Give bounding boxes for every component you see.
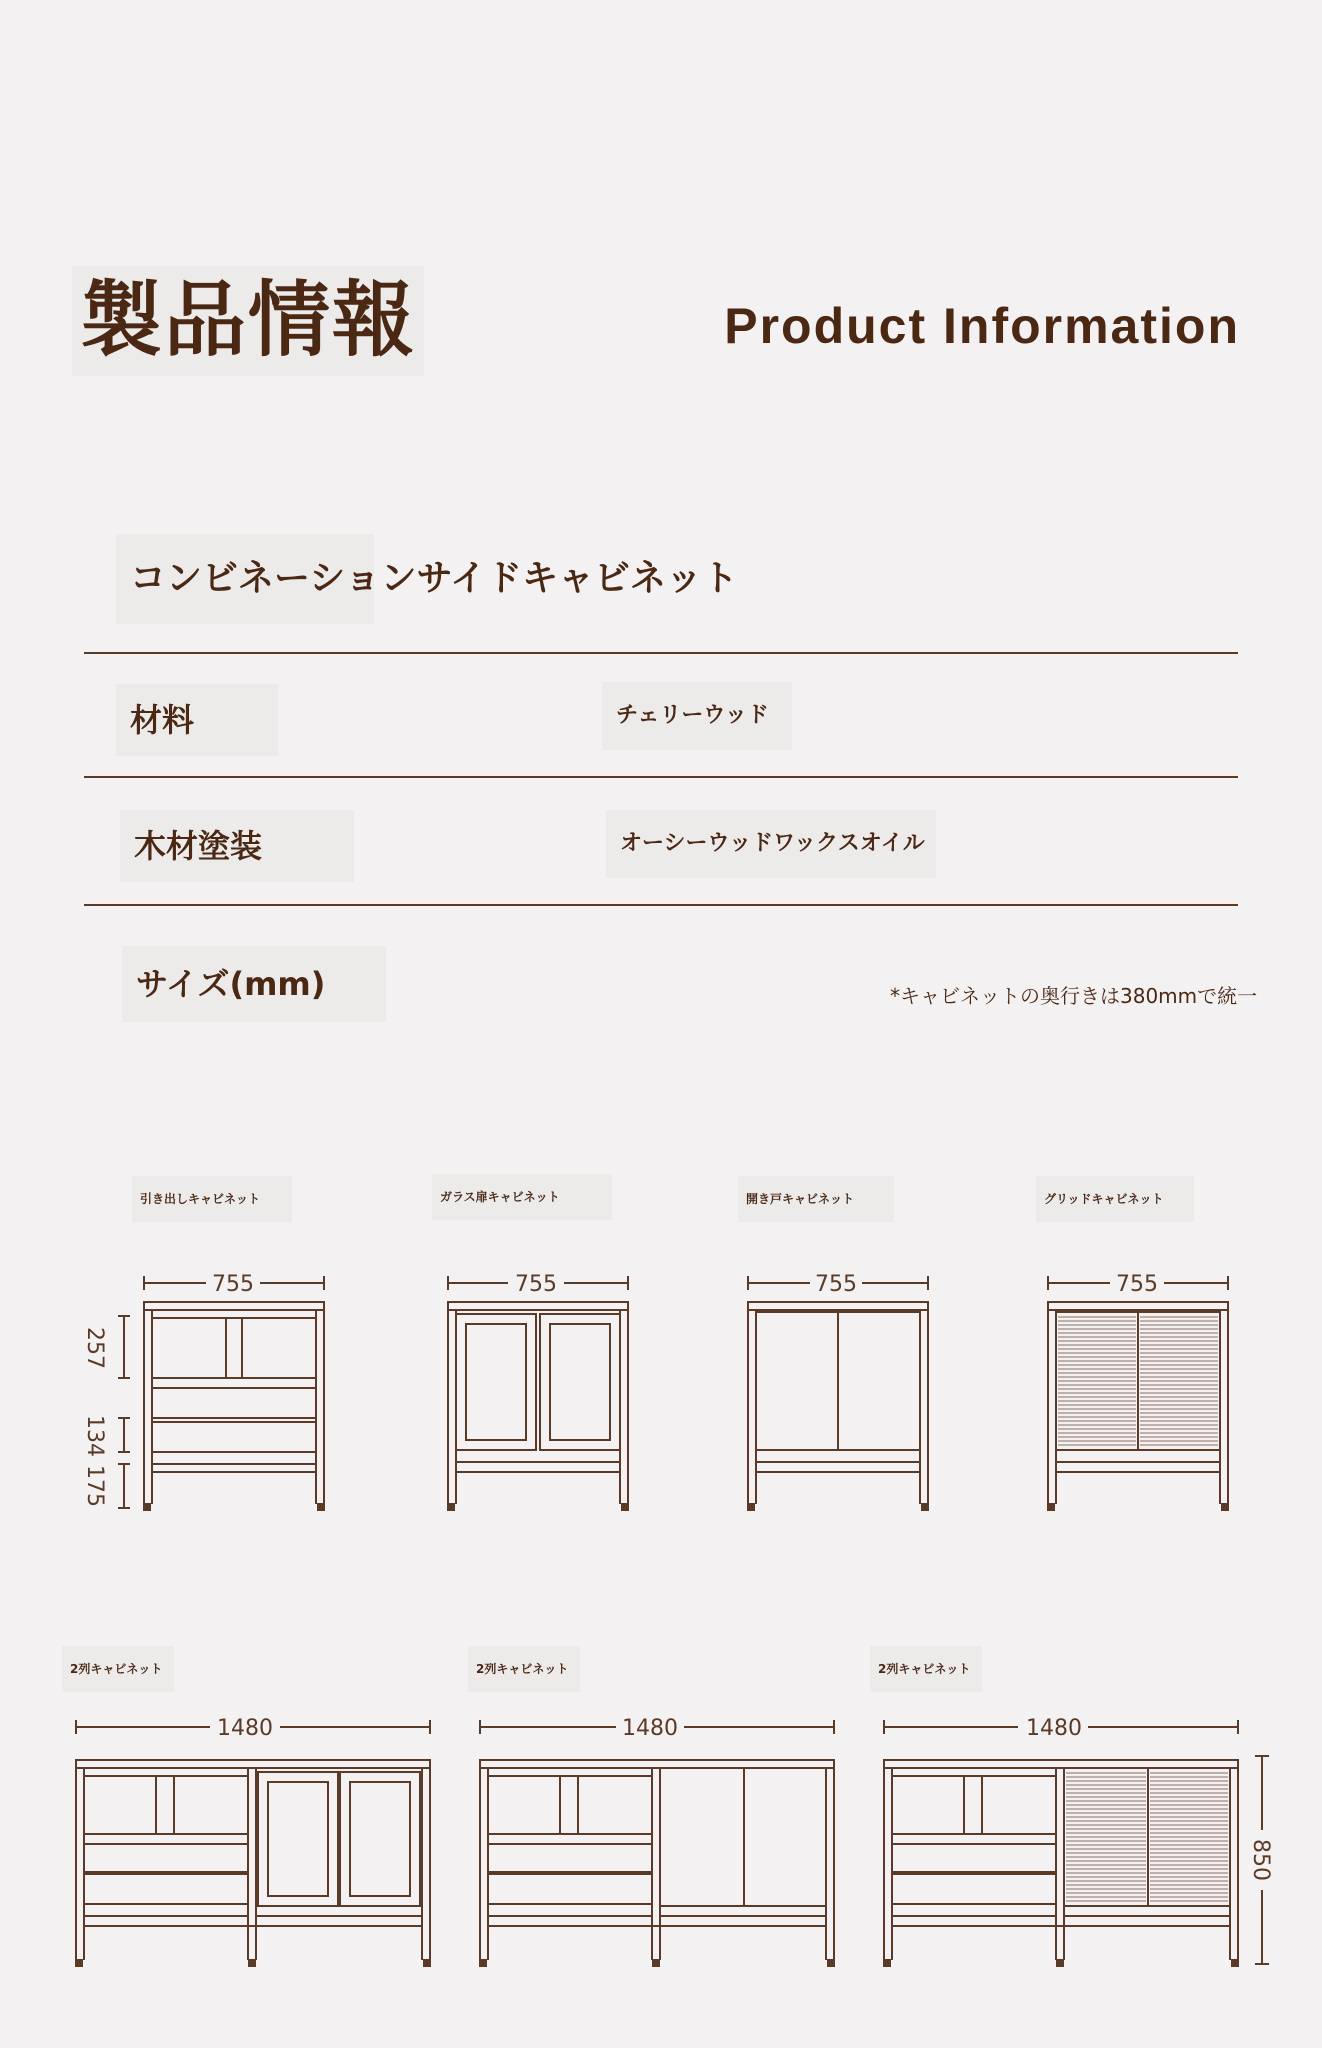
depth-note: *キャビネットの奥行きは380mmで統一 xyxy=(890,984,1258,1008)
width-label: 755 xyxy=(515,1272,557,1297)
spec-value-finish: オーシーウッドワックスオイル xyxy=(606,810,936,878)
cabinet-label-2col: 2列キャビネット xyxy=(62,1646,174,1692)
spec-label-size: サイズ(mm) xyxy=(122,946,386,1022)
cabinet-label-2col: 2列キャビネット xyxy=(870,1646,982,1692)
cabinet-label-drawer: 引き出しキャビネット xyxy=(132,1176,292,1222)
cabinet-label-door: 開き戸キャビネット xyxy=(738,1176,894,1222)
cabinet-label-glass: ガラス扉キャビネット xyxy=(432,1174,612,1220)
spec-label-finish: 木材塗装 xyxy=(120,810,354,882)
width-label: 755 xyxy=(212,1272,254,1297)
width-label: 755 xyxy=(1116,1272,1158,1297)
height-label-bottom: 175 xyxy=(82,1465,107,1507)
height-label-top: 257 xyxy=(82,1327,107,1369)
page-title-en: Product Information xyxy=(724,298,1240,354)
width-label: 1480 xyxy=(1026,1716,1082,1741)
height-label-middle: 134 xyxy=(82,1415,107,1457)
page-title-jp: 製品情報 xyxy=(72,266,424,376)
spec-value-material: チェリーウッド xyxy=(602,682,792,750)
width-label: 755 xyxy=(815,1272,857,1297)
cabinet-label-grid: グリッドキャビネット xyxy=(1036,1176,1194,1222)
spec-label-material: 材料 xyxy=(116,684,278,756)
product-name: コンビネーションサイドキャビネット xyxy=(116,534,374,624)
width-label: 1480 xyxy=(622,1716,678,1741)
cabinet-label-2col: 2列キャビネット xyxy=(468,1646,580,1692)
height-label-total: 850 xyxy=(1248,1839,1273,1881)
width-label: 1480 xyxy=(217,1716,273,1741)
